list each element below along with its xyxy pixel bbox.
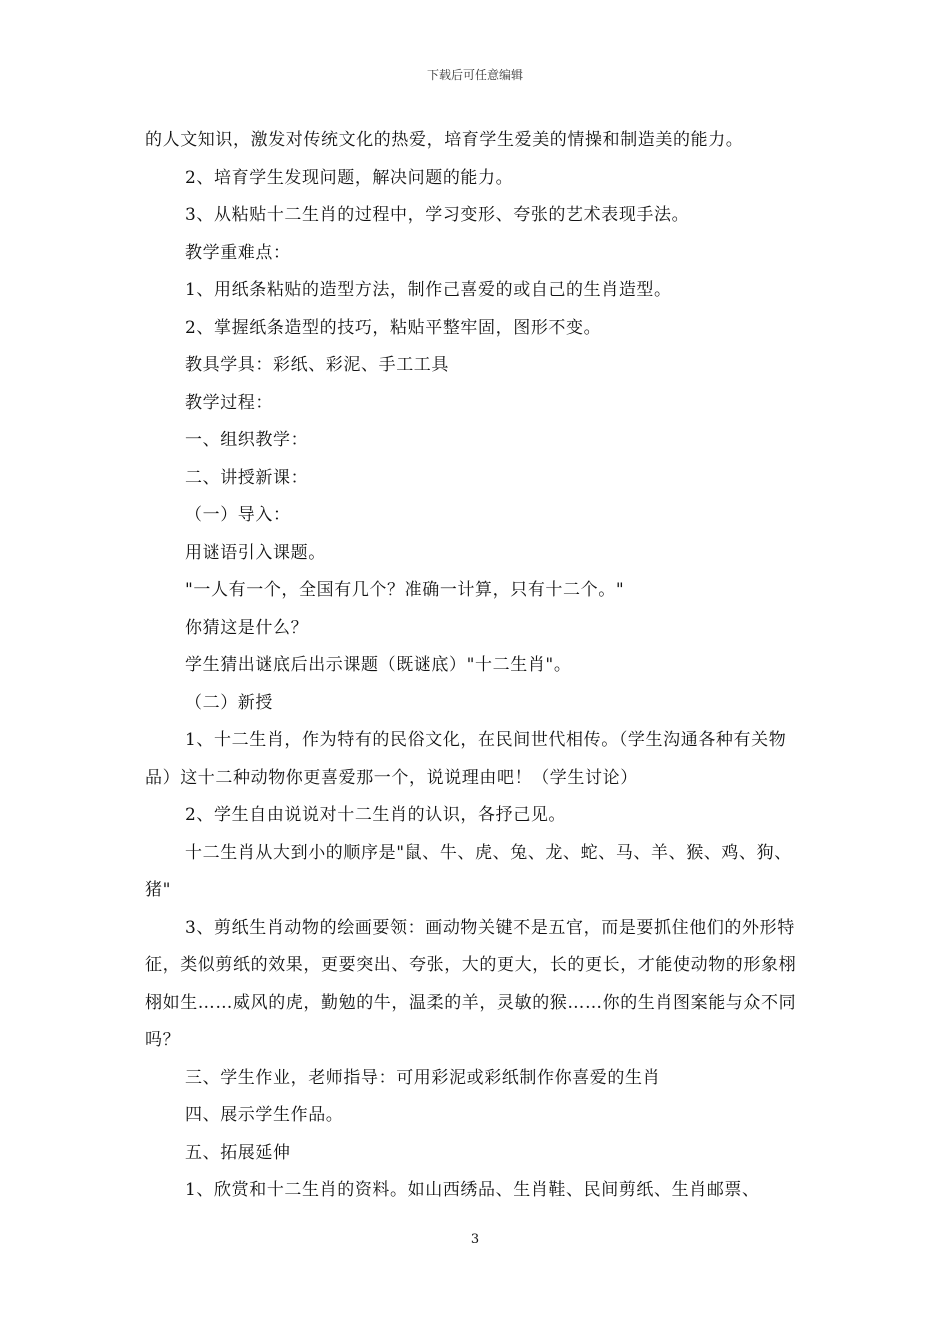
section-heading: 教学过程：	[185, 392, 273, 413]
riddle-quote: "一人有一个，全国有几个？准确一计算，只有十二个。"	[185, 580, 625, 600]
paragraph: 1、十二生肖，作为特有的民俗文化，在民间世代相传。（学生沟通各种有关物品）这十二种动物你更喜爱那一个，说说理由吧！（学生讨论）	[145, 730, 787, 788]
paragraph: 学生猜出谜底后出示课题（既谜底）"十二生肖"。	[185, 655, 572, 675]
paragraph: 3、剪纸生肖动物的绘画要领：画动物关键不是五官，而是要抓住他们的外形特征，类似剪纸的效果，更要突出、夸张，大的更大，长的更长，才能使动物的形象栩栩如生……威风的虎，勤勉的牛，温柔的羊，灵敏的猴……你的生肖图案能与众不同吗？	[145, 917, 797, 1050]
section-heading: 二、讲授新课：	[185, 467, 309, 488]
paragraph: 2、掌握纸条造型的技巧，粘贴平整牢固，图形不变。	[185, 317, 602, 338]
paragraph: 的人文知识，激发对传统文化的热爱，培育学生爱美的情操和制造美的能力。	[145, 130, 744, 150]
paragraph: 十二生肖从大到小的顺序是"鼠、牛、虎、兔、龙、蛇、马、羊、猴、鸡、狗、猪"	[145, 842, 792, 900]
paragraph: 1、欣赏和十二生肖的资料。如山西绣品、生肖鞋、民间剪纸、生肖邮票、	[185, 1180, 760, 1200]
paragraph: 2、学生自由说说对十二生肖的认识，各抒己见。	[185, 805, 567, 825]
paragraph: 2、培育学生发现问题，解决问题的能力。	[185, 167, 514, 188]
paragraph: 1、用纸条粘贴的造型方法，制作己喜爱的或自己的生肖造型。	[185, 280, 672, 300]
section-heading: 四、展示学生作品。	[185, 1105, 344, 1125]
section-heading: 三、学生作业，老师指导：可用彩泥或彩纸制作你喜爱的生肖	[185, 1067, 661, 1088]
section-heading: 五、拓展延伸	[185, 1142, 291, 1163]
sub-heading: （二）新授	[185, 692, 273, 713]
paragraph: 你猜这是什么？	[185, 617, 309, 638]
paragraph: 用谜语引入课题。	[185, 542, 326, 563]
document-body	[145, 122, 809, 1210]
section-heading: 一、组织教学：	[185, 430, 309, 450]
paragraph: 3、从粘贴十二生肖的过程中，学习变形、夸张的艺术表现手法。	[185, 205, 690, 225]
sub-heading: （一）导入：	[185, 505, 291, 525]
page-number: 3	[470, 1232, 480, 1247]
section-heading: 教学重难点：	[185, 242, 291, 263]
paragraph: 教具学具：彩纸、彩泥、手工工具	[185, 355, 449, 375]
page-header: 下载后可任意编辑	[426, 68, 523, 82]
